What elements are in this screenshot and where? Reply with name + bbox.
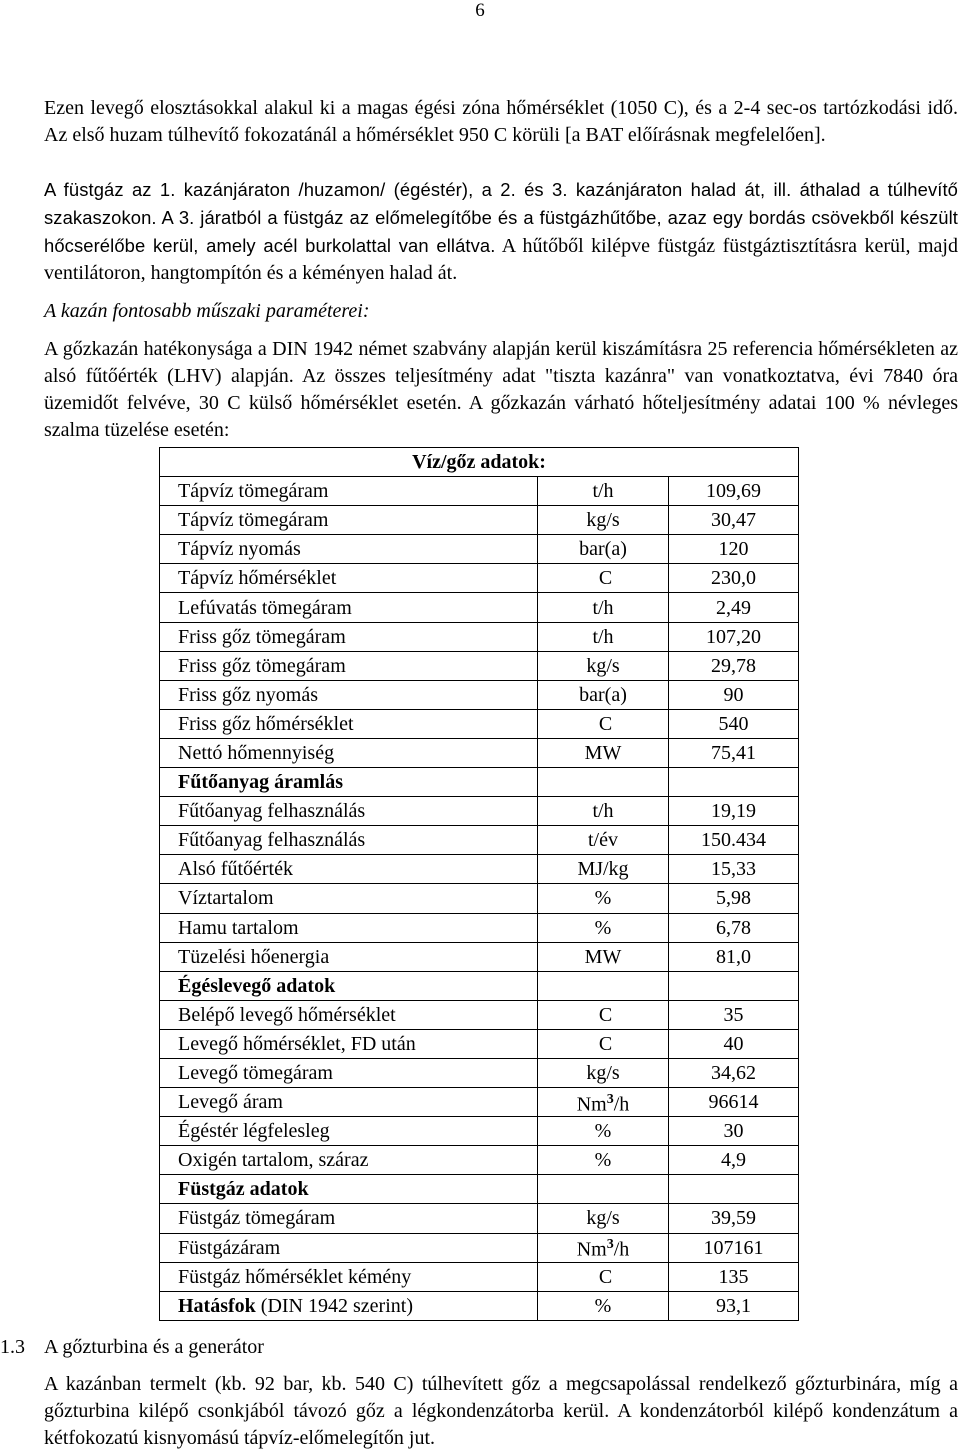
row-label: Füstgázáram [160,1233,538,1262]
row-unit: % [538,1291,669,1320]
unit-tail: /h [613,1093,630,1116]
table-row [160,1204,799,1233]
unit-superscript: 3 [606,1091,614,1107]
row-value: 81,0 [669,942,799,971]
table-row [160,1058,799,1087]
row-value: 30,47 [669,506,799,535]
row-value: 90 [669,680,799,709]
flue-gas-cleaning-text: A hűtőből kilépve füstgáz füstgáztisztításra kerül, majd ventilátoron, hangtompítón és a kéményen halad át. [44,235,958,284]
row-label: Alsó fűtőérték [160,855,538,884]
table-row [160,1117,799,1146]
row-label: Füstgáz tömegáram [160,1204,538,1233]
section-turbine-generator [0,1334,960,1449]
table-row [160,1233,799,1262]
table-row [160,913,799,942]
row-value [669,1175,799,1204]
row-value: 135 [669,1262,799,1291]
row-value: 75,41 [669,738,799,767]
row-value: 540 [669,709,799,738]
row-label: Levegő hőmérséklet, FD után [160,1029,538,1058]
row-unit: % [538,1117,669,1146]
boiler-data-table [159,447,799,1321]
table-row [160,622,799,651]
table-subheader-row [160,971,799,1000]
row-label: Fűtőanyag áramlás [160,768,538,797]
row-unit: bar(a) [538,680,669,709]
row-label: Víztartalom [160,884,538,913]
row-label: Tápvíz tömegáram [160,506,538,535]
paragraph-boiler-efficiency: A gőzkazán hatékonysága a DIN 1942 német szabvány alapján kerül kiszámításra 25 referencia hőmérsékleten az alsó fűtőérték (LHV) alapján. Az összes teljesítmény adat "tiszta kazánra" van vonatkoztatva, évi 7840 óra üzemidőt felvéve, 30 C külső hőmérséklet esetén. A gőzkazán várható hőteljesítmény adatai 100 % névleges szalma tüzelése esetén: [44,338,958,441]
boiler-parameters-heading: A kazán fontosabb műszaki paraméterei: [44,300,370,322]
table-row [160,1029,799,1058]
row-value: 4,9 [669,1146,799,1175]
row-label: Tápvíz hőmérséklet [160,564,538,593]
row-label: Tápvíz nyomás [160,535,538,564]
row-label: Fűtőanyag felhasználás [160,826,538,855]
table-row [160,942,799,971]
row-label: Nettó hőmennyiség [160,738,538,767]
unit-superscript: 3 [606,1237,614,1253]
row-value: 109,69 [669,477,799,506]
table-subheader-row [160,1175,799,1204]
row-unit: MW [538,942,669,971]
row-value: 93,1 [669,1291,799,1320]
row-label: Friss gőz hőmérséklet [160,709,538,738]
row-label-bold: Hatásfok [178,1294,256,1317]
row-unit: bar(a) [538,535,669,564]
row-label: Füstgáz adatok [160,1175,538,1204]
table-row [160,535,799,564]
section-title: A gőzturbina és a generátor [44,1336,264,1358]
row-unit [538,768,669,797]
row-value: 34,62 [669,1058,799,1087]
row-value: 107,20 [669,622,799,651]
table-title: Víz/gőz adatok: [160,448,799,477]
paragraph-flue-gas-path [44,176,958,287]
row-unit: kg/s [538,651,669,680]
row-unit: C [538,564,669,593]
row-unit: C [538,1262,669,1291]
row-label: Belépő levegő hőmérséklet [160,1000,538,1029]
row-unit: MW [538,738,669,767]
table-row [160,1146,799,1175]
row-unit: C [538,1000,669,1029]
row-label: Lefúvatás tömegáram [160,593,538,622]
table-row [160,477,799,506]
row-unit: % [538,884,669,913]
row-unit: C [538,1029,669,1058]
table-title-row [160,448,799,477]
row-unit [538,1233,669,1262]
row-label: Tüzelési hőenergia [160,942,538,971]
table-row [160,1000,799,1029]
row-value: 230,0 [669,564,799,593]
row-label: Füstgáz hőmérséklet kémény [160,1262,538,1291]
table-row [160,826,799,855]
table-row [160,709,799,738]
flue-gas-path-text: A füstgáz az 1. kazánjáraton /huzamon/ (égéstér), a 2. és 3. kazánjáraton halad át, ill. áthalad a túlhevítő szakaszokon. A 3. járatból a füstgáz az előmelegítőbe és a füstgázhűtőbe, azaz egy bordás csövekből készült hőcserélőbe kerül, amely acél burkolattal van ellátva. [44,179,958,256]
table-row [160,855,799,884]
row-value: 19,19 [669,797,799,826]
row-value: 40 [669,1029,799,1058]
row-value: 29,78 [669,651,799,680]
table-row [160,797,799,826]
paragraph-air-distribution: Ezen levegő elosztásokkal alakul ki a magas égési zóna hőmérséklet (1050 C), és a 2-4 sec-os tartózkodási idő. Az első huzam túlhevítő fokozatánál a hőmérséklet 950 C körüli [a BAT előírásnak megfelelően]. [44,97,958,146]
row-value: 120 [669,535,799,564]
row-unit: t/h [538,593,669,622]
row-value: 96614 [669,1088,799,1117]
table-row [160,564,799,593]
section-heading [0,1334,960,1361]
row-label: Fűtőanyag felhasználás [160,797,538,826]
row-unit: kg/s [538,1204,669,1233]
row-unit: MJ/kg [538,855,669,884]
row-label: Friss gőz nyomás [160,680,538,709]
unit-base: Nm [576,1093,607,1116]
row-label: Hamu tartalom [160,913,538,942]
row-unit: % [538,1146,669,1175]
row-unit [538,1175,669,1204]
row-label: Levegő tömegáram [160,1058,538,1087]
table-row [160,1262,799,1291]
row-unit [538,1088,669,1117]
row-value: 39,59 [669,1204,799,1233]
row-label: Égéslevegő adatok [160,971,538,1000]
row-value: 2,49 [669,593,799,622]
unit-tail: /h [613,1238,630,1261]
table-row [160,506,799,535]
row-value [669,768,799,797]
row-label [160,1291,538,1320]
table-row [160,1088,799,1117]
row-unit: t/év [538,826,669,855]
row-unit: C [538,709,669,738]
page-number: 6 [475,0,485,21]
section-number: 1.3 [0,1336,25,1358]
row-value: 107161 [669,1233,799,1262]
row-unit: kg/s [538,506,669,535]
row-label: Tápvíz tömegáram [160,477,538,506]
table-row [160,680,799,709]
row-unit: t/h [538,477,669,506]
table-row [160,1291,799,1320]
row-value: 6,78 [669,913,799,942]
row-value: 150.434 [669,826,799,855]
row-unit: kg/s [538,1058,669,1087]
table-subheader-row [160,768,799,797]
table-row [160,884,799,913]
row-value: 15,33 [669,855,799,884]
table-row [160,651,799,680]
row-unit: % [538,913,669,942]
table-row [160,738,799,767]
unit-base: Nm [576,1238,607,1261]
row-unit [538,971,669,1000]
row-value: 30 [669,1117,799,1146]
row-label: Égéstér légfelesleg [160,1117,538,1146]
section-text: A kazánban termelt (kb. 92 bar, kb. 540 C) túlhevített gőz a megcsapolással rendelkező gőzturbinára, míg a gőzturbina kilépő csonkjából távozó gőz a légkondenzátorba kerül. A kondenzátorból kilépő kondenzátum a kétfokozatú kisnyomású tápvíz-előmelegítőn jut. [44,1373,958,1449]
row-value [669,971,799,1000]
row-label-rest: (DIN 1942 szerint) [255,1294,413,1317]
row-value: 35 [669,1000,799,1029]
row-label: Friss gőz tömegáram [160,651,538,680]
row-label: Oxigén tartalom, száraz [160,1146,538,1175]
row-label: Friss gőz tömegáram [160,622,538,651]
table-row [160,593,799,622]
row-unit: t/h [538,622,669,651]
row-unit: t/h [538,797,669,826]
row-value: 5,98 [669,884,799,913]
row-label: Levegő áram [160,1088,538,1117]
